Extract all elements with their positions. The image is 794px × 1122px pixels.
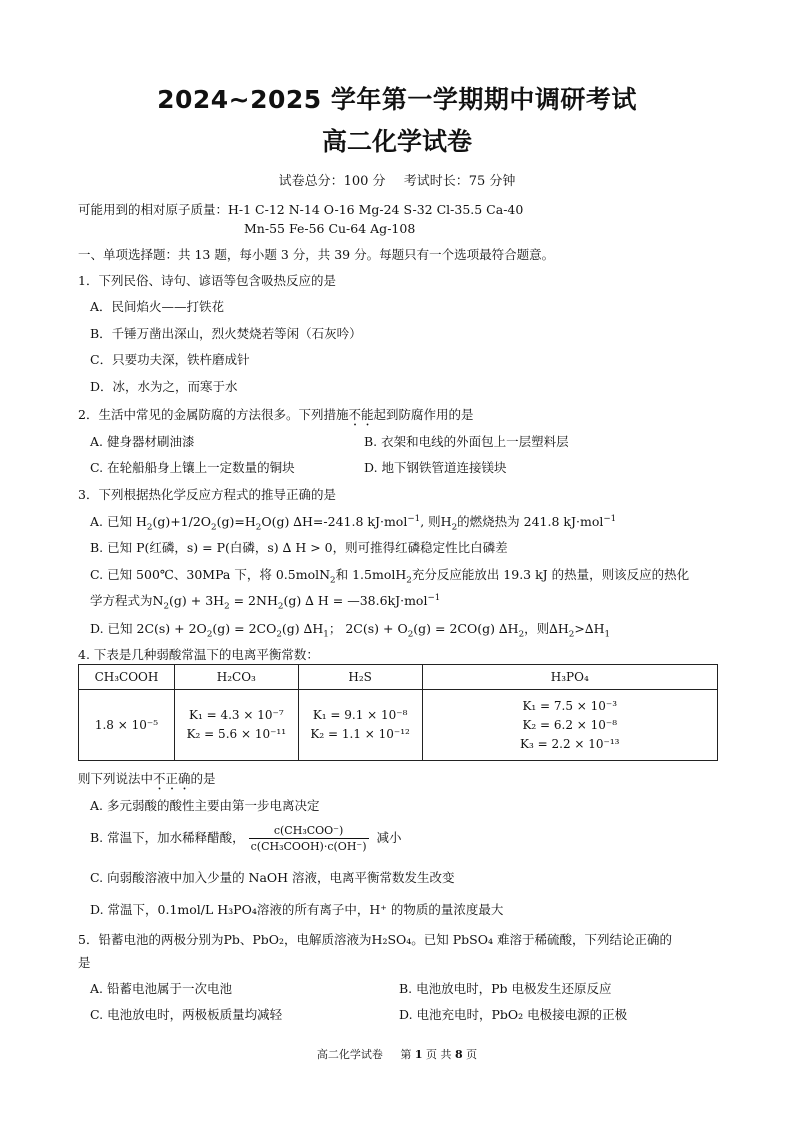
q3-c-text-2: 和 1.5molH <box>335 567 407 582</box>
q3-c-text-6: = 2NH <box>229 593 278 608</box>
q2-option-b: B. 衣架和电线的外面包上一层塑料层 <box>364 434 569 449</box>
footer-title: 高二化学试卷 <box>316 1048 383 1061</box>
q5-option-d: D. 电池充电时，PbO₂ 电极接电源的正极 <box>399 1007 628 1022</box>
q3-a-text-4: O(g) ∆H=-241.8 kJ·mol <box>261 514 408 529</box>
page-total: 8 <box>454 1048 463 1061</box>
q3-option-a <box>90 512 616 533</box>
q2-option-a: A. 健身器材刷油漆 <box>90 434 195 449</box>
constant-value: K₂ = 6.2 × 10⁻⁸ <box>522 717 618 732</box>
subscript: 2 <box>568 629 575 640</box>
superscript: −1 <box>427 592 441 603</box>
table-cell <box>79 690 175 761</box>
atomic-mass-line-1: 可能用到的相对原子质量：H-1 C-12 N-14 O-16 Mg-24 S-32 Cl-35.5 Ca-40 <box>78 202 524 217</box>
q4-b-text: B. 常温下，加水稀释醋酸， <box>90 830 245 845</box>
subscript: 2 <box>451 522 458 533</box>
page-number: 1 <box>414 1048 423 1061</box>
q3-option-c-line-2 <box>90 591 440 612</box>
q1-option-b: B．千锤万凿出深山，烈火焚烧若等闲（石灰吟） <box>90 326 362 341</box>
subscript: 2 <box>163 601 170 612</box>
q3-c-text-3: 充分反应能放出 19.3 kJ 的热量，则该反应的热化 <box>411 567 690 582</box>
q5-option-b: B. 电池放电时，Pb 电极发生还原反应 <box>399 981 612 996</box>
q2-stem-pre: 2．生活中常见的金属防腐的方法很多。下列措施 <box>78 407 349 422</box>
table-header-cell: H₂S <box>298 665 422 690</box>
atomic-mass-line-2: Mn-55 Fe-56 Cu-64 Ag-108 <box>244 221 416 236</box>
q3-c-text-1: C. 已知 500℃、30MPa 下，将 0.5molN <box>90 567 331 582</box>
constant-value: K₁ = 9.1 × 10⁻⁸ <box>312 708 408 722</box>
q3-d-text-6: ，则∆H <box>524 621 569 636</box>
q3-d-text-2: (g) = 2CO <box>212 621 277 636</box>
table-cell <box>174 690 298 761</box>
q2-stem-emphasis: 不能 <box>348 407 374 422</box>
subscript: 1 <box>604 629 611 640</box>
q5-stem-line-1: 5．铅蓄电池的两极分别为Pb、PbO₂，电解质溶液为H₂SO₄。已知 PbSO₄ 难溶于稀硫酸，下列结论正确的 <box>78 932 672 947</box>
footer-text: 第 <box>400 1048 412 1061</box>
q4-question <box>78 769 216 793</box>
table-header-cell: H₂CO₃ <box>174 665 298 690</box>
total-score: 试卷总分：100 分 <box>278 174 386 189</box>
table-cell <box>298 690 422 761</box>
subscript: 2 <box>224 601 230 612</box>
subscript: 2 <box>518 629 525 640</box>
q3-option-b: B. 已知 P(红磷，s) = P(白磷，s) ∆ H > 0，则可推得红磷稳定性比白磷差 <box>90 540 508 555</box>
superscript: −1 <box>603 513 617 524</box>
superscript: −1 <box>407 513 421 524</box>
subscript: 1 <box>323 629 329 640</box>
constant-value: K₂ = 5.6 × 10⁻¹¹ <box>186 727 287 741</box>
constant-value: K₂ = 1.1 × 10⁻¹² <box>310 727 410 741</box>
q4-option-a: A. 多元弱酸的酸性主要由第一步电离决定 <box>90 798 320 813</box>
q3-a-text-2: (g)+1/2O <box>152 514 212 529</box>
constant-value: K₃ = 2.2 × 10⁻¹³ <box>520 736 620 751</box>
fraction-numerator: c(CH₃COO⁻) <box>249 824 369 839</box>
section-heading: 一、单项选择题：共 13 题，每小题 3 分，共 39 分。每题只有一个选项最符合题意。 <box>78 247 555 262</box>
subscript: 2 <box>146 522 153 533</box>
concentration-fraction <box>249 824 369 853</box>
subscript: 2 <box>330 575 336 586</box>
exam-meta <box>0 170 794 189</box>
q2-option-d: D. 地下钢铁管道连接镁块 <box>364 460 507 475</box>
table-header-cell: H₃PO₄ <box>422 665 717 690</box>
q3-d-text-3: (g) ∆H <box>281 621 324 636</box>
q4-question-emphasis: 不正确 <box>153 771 191 786</box>
q4-option-c: C. 向弱酸溶液中加入少量的 NaOH 溶液，电离平衡常数发生改变 <box>90 870 455 885</box>
table-header-cell: CH₃COOH <box>79 665 175 690</box>
q4-option-d: D. 常温下，0.1mol/L H₃PO₄溶液的所有离子中，H⁺ 的物质的量浓度最大 <box>90 902 504 917</box>
q4-question-pre: 则下列说法中 <box>78 771 154 786</box>
q4-b-post: 减小 <box>372 830 402 845</box>
subscript: 2 <box>211 522 217 533</box>
exam-subtitle: 高二化学试卷 <box>321 127 472 156</box>
footer-text: 页 共 <box>425 1048 452 1061</box>
q4-option-b <box>90 824 402 853</box>
fraction-denominator: c(CH₃COOH)·c(OH⁻) <box>250 840 367 853</box>
subscript: 2 <box>407 629 414 640</box>
subscript: 2 <box>255 522 262 533</box>
subscript: 2 <box>206 629 213 640</box>
constant-value: K₁ = 4.3 × 10⁻⁷ <box>189 708 284 722</box>
table-row <box>79 690 718 761</box>
q3-d-text-1: D. 已知 2C(s) + 2O <box>90 621 207 636</box>
q3-a-text-3: (g)=H <box>216 514 256 529</box>
q4-stem: 4. 下表是几种弱酸常温下的电离平衡常数： <box>78 647 319 662</box>
q5-option-c: C. 电池放电时，两极板质量均减轻 <box>90 1007 283 1022</box>
footer-text: 页 <box>466 1048 478 1061</box>
constant-value: 1.8 × 10⁻⁵ <box>94 717 159 732</box>
constant-value: K₁ = 7.5 × 10⁻³ <box>522 698 618 713</box>
subscript: 2 <box>276 629 282 640</box>
q3-c-text-7: (g) ∆ H = —38.6kJ·mol <box>283 593 428 608</box>
q1-option-d: D．冰，水为之，而寒于水 <box>90 379 238 394</box>
q3-d-text-7: >∆H <box>574 621 605 636</box>
q3-d-text-4: ； 2C(s) + O <box>328 621 408 636</box>
q5-stem-line-2: 是 <box>78 955 91 970</box>
q3-a-text-5: , 则H <box>420 514 452 529</box>
q1-stem: 1．下列民俗、诗句、谚语等包含吸热反应的是 <box>78 273 336 288</box>
q2-stem <box>78 405 474 429</box>
ionization-constant-table <box>78 664 718 761</box>
q4-question-post: 的是 <box>190 771 216 786</box>
q1-option-a: A．民间焰火——打铁花 <box>90 299 225 314</box>
q3-stem: 3．下列根据热化学反应方程式的推导正确的是 <box>78 487 336 502</box>
q1-option-c: C．只要功夫深，铁杵磨成针 <box>90 352 250 367</box>
q2-option-c: C. 在轮船船身上镶上一定数量的铜块 <box>90 460 295 475</box>
table-cell <box>422 690 717 761</box>
q3-a-text-6: 的燃烧热为 241.8 kJ·mol <box>457 514 604 529</box>
subscript: 2 <box>277 601 284 612</box>
q5-option-a: A. 铅蓄电池属于一次电池 <box>90 981 232 996</box>
q3-option-c-line-1 <box>90 565 689 586</box>
q3-c-text-4: 学方程式为N <box>90 593 164 608</box>
q3-c-text-5: (g) + 3H <box>169 593 225 608</box>
exam-title: 2024~2025 学年第一学期期中调研考试 <box>157 85 637 114</box>
q3-option-d <box>90 619 610 640</box>
q3-d-text-5: (g) = 2CO(g) ∆H <box>413 621 519 636</box>
q2-stem-post: 起到防腐作用的是 <box>373 407 474 422</box>
table-header-row <box>79 665 718 690</box>
q3-a-text-1: A. 已知 H <box>90 514 147 529</box>
page-footer <box>0 1046 794 1062</box>
exam-duration: 考试时长：75 分钟 <box>403 174 516 189</box>
subscript: 2 <box>406 575 412 586</box>
